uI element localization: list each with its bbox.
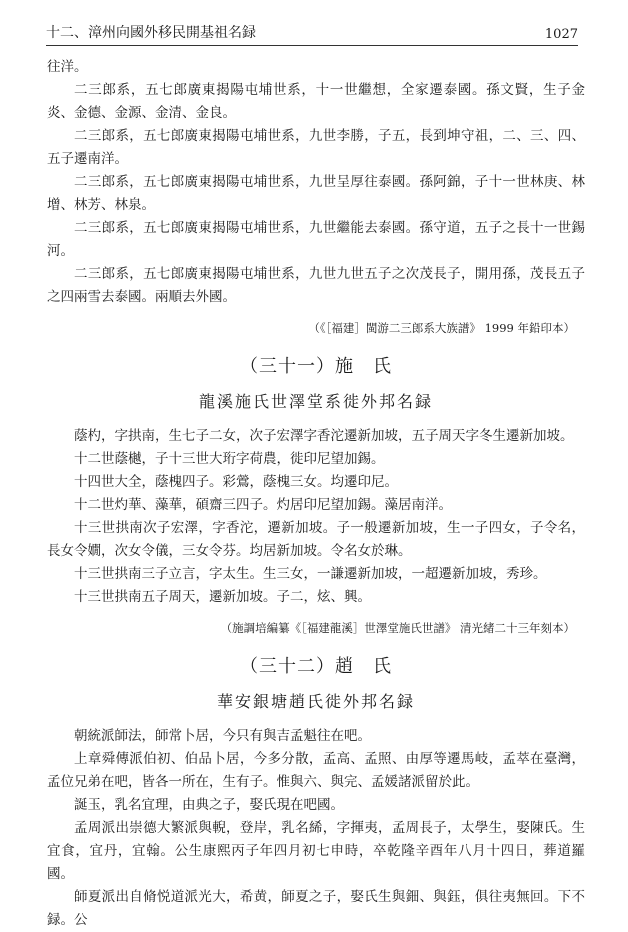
paragraph: 二三郎系，五七郎廣東揭陽屯埔世系，九世李勝，子五，長到坤守祖，二、三、四、五子遷南洋。 — [47, 128, 585, 167]
source-citation: （《［福建］閩游二三郎系大族譜》 1999 年鉛印本） — [308, 321, 575, 335]
paragraph: 二三郎系，五七郎廣東揭陽屯埔世系，九世呈厚往泰國。孫阿錦，子十一世林庚、林增、林芳、林泉。 — [47, 174, 585, 213]
paragraph: 十四世大全，蔭槐四子。彩鶯，蔭槐三女。均遷印尼。 — [74, 474, 398, 490]
clan-heading: （三十二）趙 氏 — [240, 656, 392, 677]
page-header — [46, 14, 578, 46]
paragraph: 二三郎系，五七郎廣東揭陽屯埔世系，十一世繼想，全家遷泰國。孫文賢，生子金炎、金德、金源、金清、金良。 — [47, 82, 585, 121]
paragraph: 往洋。 — [47, 59, 88, 75]
paragraph: 十三世拱南三子立言，字太生。生三女，一謙遷新加坡，一超遷新加坡，秀珍。 — [74, 566, 547, 582]
clan-heading: （三十一）施 氏 — [240, 356, 392, 377]
paragraph: 師夏派出自脩悦道派光大，希黄，師夏之子，娶氏生與鈿、與鈺，俱往夷無回。下不録。公 — [47, 889, 585, 928]
paragraph: 孟周派出崇德大繁派與輗，登岸，乳名絺，字揮夷，孟周長子，太學生，娶陳氏。生宜食，宜丹，宜翰。公生康熙丙子年四月初七申時，卒乾隆辛酉年八月十四日，葬道羅國。 — [47, 820, 585, 882]
paragraph: 蔭杓，字拱南，生七子二女，次子宏澤字香沱遷新加坡，五子周天字冬生遷新加坡。 — [74, 428, 574, 444]
paragraph: 二三郎系，五七郎廣東揭陽屯埔世系，九世繼能去泰國。孫守道，五子之長十一世錫河。 — [47, 220, 585, 259]
list-subtitle: 華安銀塘趙氏徙外邦名録 — [216, 692, 415, 711]
page-body — [47, 56, 585, 932]
paragraph: 誕玉，乳名宜理，由典之子，娶氏現在吧國。 — [74, 797, 344, 813]
page-number: 1027 — [544, 27, 578, 42]
paragraph: 上章舜傳派伯初、伯品卜居，今多分散，孟高、孟照、由厚等遷馬岐，孟萃在臺灣，孟位兄弟在吧，皆各一所在，生有子。惟與六、與完、孟媛諸派留於此。 — [47, 751, 585, 790]
source-citation: （施調培編纂《［福建龍溪］世澤堂施氏世譜》 清光緒二十三年刻本） — [220, 621, 575, 635]
paragraph: 朝統派師法，師常卜居，今只有與吉孟魁往在吧。 — [74, 728, 371, 744]
paragraph: 十二世蔭樾，子十三世大珩字荷農，徙印尼望加錫。 — [74, 451, 385, 467]
list-subtitle: 龍溪施氏世澤堂系徙外邦名録 — [198, 392, 433, 411]
paragraph: 十二世灼華、藻華，碩齋三四子。灼居印尼望加錫。藻居南洋。 — [74, 497, 452, 513]
paragraph: 十三世拱南五子周天，遷新加坡。子二，炫、興。 — [74, 589, 371, 605]
running-title: 十二、漳州向國外移民開基祖名録 — [46, 25, 256, 41]
paragraph: 十三世拱南次子宏澤，字香沱，遷新加坡。子一般遷新加坡，生一子四女，子令名，長女令嫺，次女令儀，三女令芬。均居新加坡。令名女於琳。 — [47, 520, 585, 559]
paragraph: 二三郎系，五七郎廣東揭陽屯埔世系，九世九世五子之次茂長子，開用孫，茂長五子之四兩雪去泰國。兩順去外國。 — [47, 266, 585, 305]
